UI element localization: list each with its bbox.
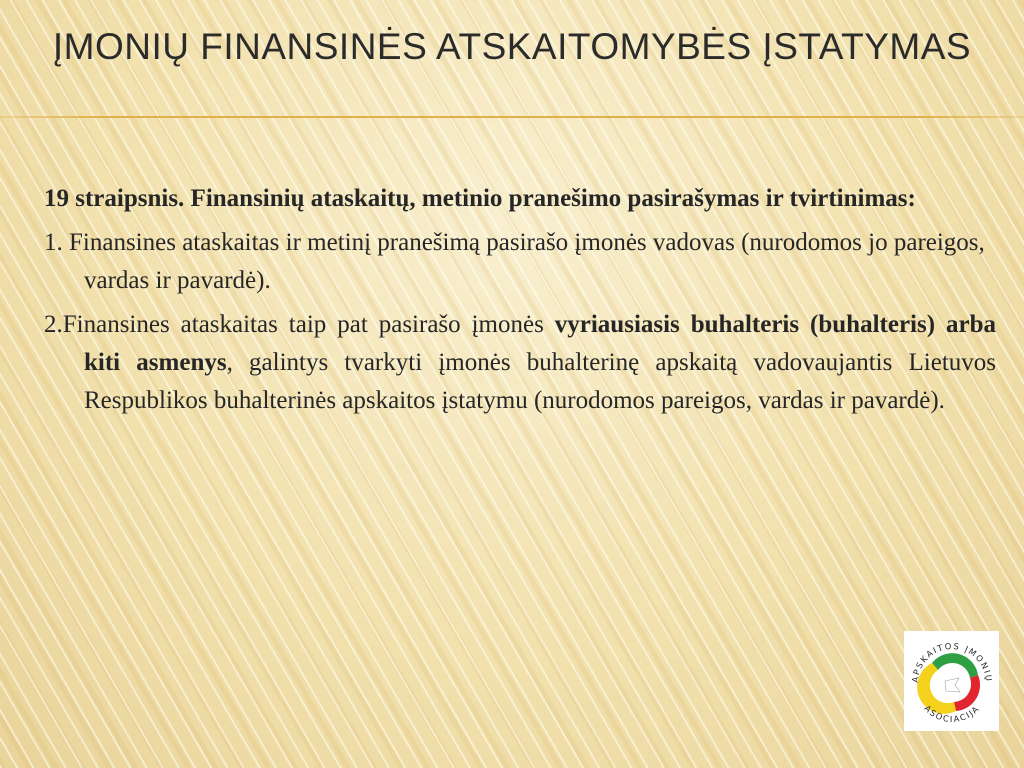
title-divider [0,116,1024,118]
association-logo [904,631,999,731]
list-item-1: 1. Finansines ataskaitas ir metinį pranešimą pasirašo įmonės vadovas (nurodomos jo pareigos, vardas ir pavardė). [44,229,985,294]
list-item-2-bold: vyriausiasis buhalteris (buhalteris) arba kiti asmenys [84,311,996,376]
logo-bottom-text: ASOCIACIJA [922,703,982,725]
list-item-2 [44,306,996,420]
logo-top-text: APSKAITOS ĮMONIŲ [909,640,995,684]
article-heading: 19 straipsnis. Finansinių ataskaitų, metinio pranešimo pasirašymas ir tvirtinimas: [44,185,916,212]
list-item-2-suffix: , galintys tvarkyti įmonės buhalterinę apskaitą vadovaujantis Lietuvos Respublikos buhalterinės apskaitos įstatymu (nurodomos pareigos, vardas ir pavardė). [84,349,996,414]
slide-title: ĮMONIŲ FINANSINĖS ATSKAITOMYBĖS ĮSTATYMAS [52,26,972,67]
slide-body [44,180,996,426]
list-item-2-prefix: 2.Finansines ataskaitas taip pat pasirašo įmonės [44,311,555,338]
